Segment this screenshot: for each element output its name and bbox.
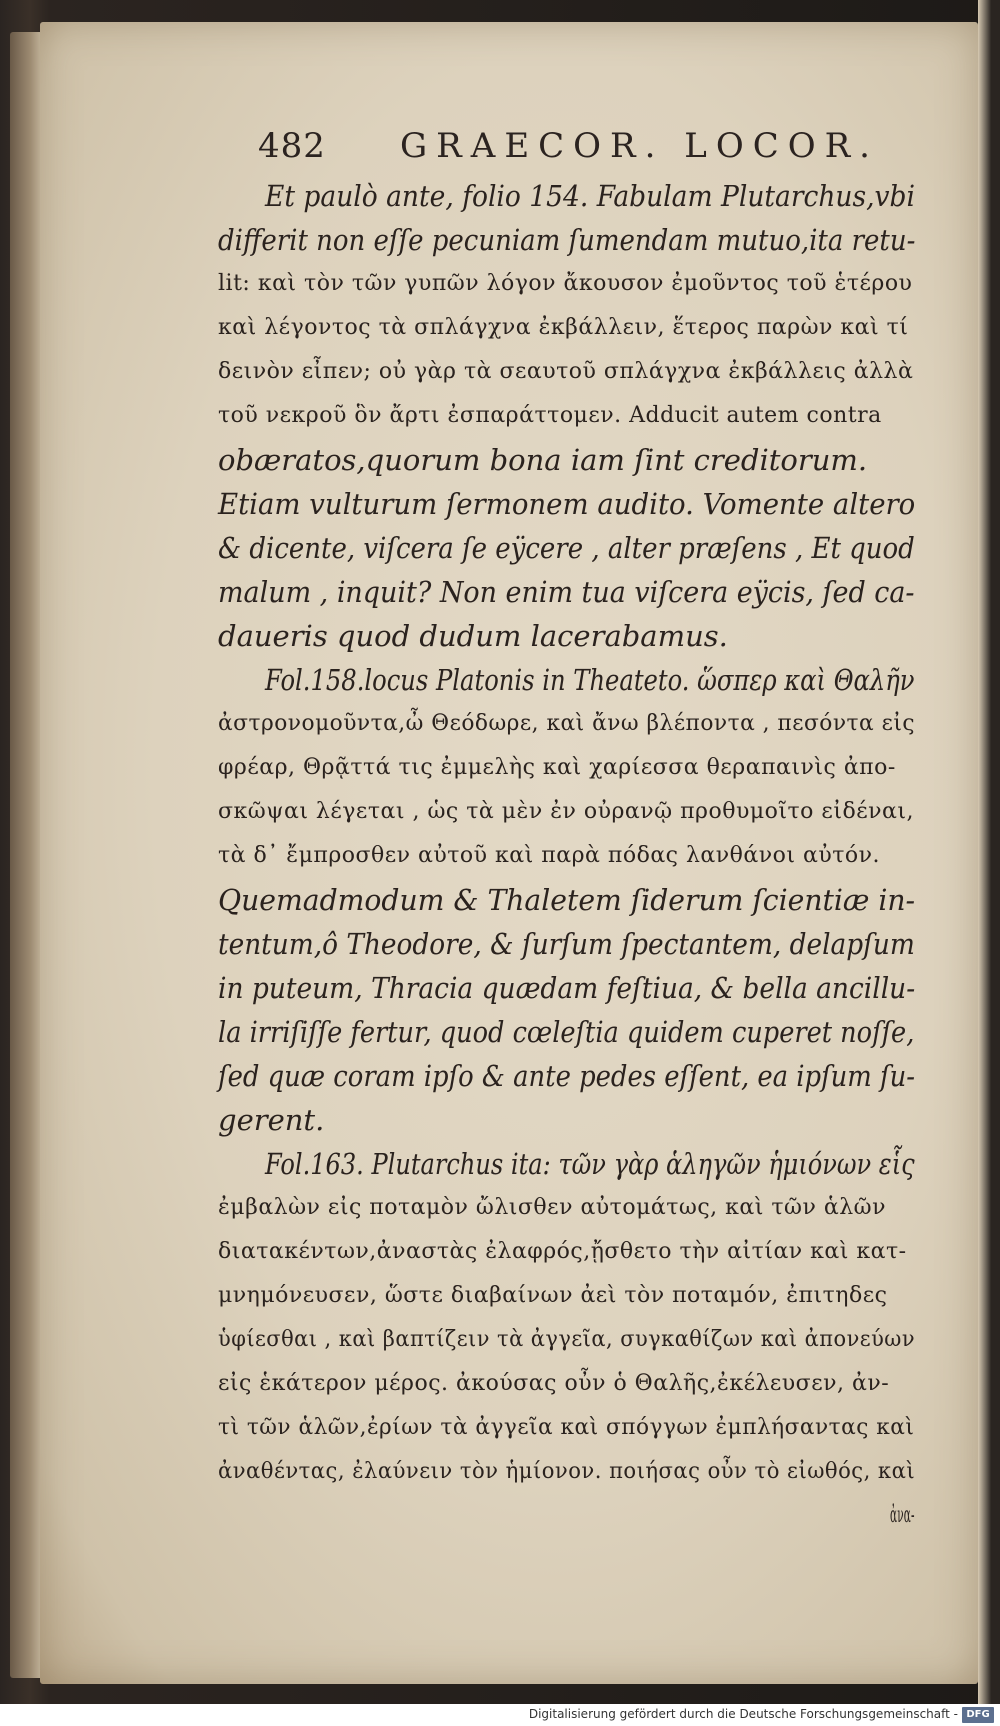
left-page-edge (10, 32, 44, 1678)
text-line-11: daueris quod dudum lacerabamus. (218, 619, 728, 653)
text-line-17: Quemadmodum & Thaletem ſiderum ſcientiæ in- (218, 883, 916, 917)
text-line-7: obæratos,quorum bona iam ſint creditorum. (218, 443, 868, 477)
text-line-6: τοῦ νεκροῦ ὃν ἄρτι ἐσπαράττομεν. Adducit autem contra (218, 403, 882, 428)
text-line-13: ἀστρονομοῦντα,ὦ Θεόδωρε, καὶ ἄνω βλέποντα , πεσόντα εἰς (218, 711, 915, 736)
page-content (40, 22, 978, 1684)
text-line-9: & dicente, viſcera ſe eÿcere , alter præſens , Et quod (218, 531, 915, 565)
text-line-15: σκῶψαι λέγεται , ὡς τὰ μὲν ἐν οὐρανῷ προθυμοῖτο εἰδέναι, (218, 799, 914, 824)
text-line-10: malum , inquit? Non enim tua viſcera eÿcis, ſed ca- (218, 575, 915, 609)
text-line-28: εἰς ἑκάτερον μέρος. ἀκούσας οὖν ὁ Θαλῆς,ἐκέλευσεν, ἀν- (218, 1371, 890, 1396)
page-number: 482 (258, 126, 326, 166)
text-line-14: φρέαρ, Θρᾷττά τις ἐμμελὴς καὶ χαρίεσσα θεραπαινὶς ἀπο- (218, 755, 896, 780)
text-line-19: in puteum, Thracia quædam feſtiua, & bella ancillu- (218, 971, 916, 1005)
text-line-3: lit: καὶ τὸν τῶν γυπῶν λόγον ἄκουσον ἐμοῦντος τοῦ ἑτέρου (218, 271, 913, 296)
footer-credit: Digitalisierung gefördert durch die Deutsche Forschungsgemeinschaft - (528, 1707, 958, 1721)
text-line-25: διατακέντων,ἀναστὰς ἐλαφρός,ᾔσθετο τὴν αἰτίαν καὶ κατ- (218, 1239, 907, 1264)
running-title: GRAECOR. LOCOR. (400, 126, 879, 166)
text-line-4: καὶ λέγοντος τὰ σπλάγχνα ἐκβάλλειν, ἕτερος παρὼν καὶ τί (218, 315, 909, 340)
text-line-18: tentum,ô Theodore, & ſurſum ſpectantem, delapſum (218, 927, 915, 961)
text-line-2: differit non eſſe pecuniam ſumendam mutuo,ita retu- (218, 223, 916, 257)
right-book-edge (978, 0, 1000, 1726)
text-line-29: τὶ τῶν ἁλῶν,ἐρίων τὰ ἀγγεῖα καὶ σπόγγων ἐμπλήσαντας καὶ (218, 1415, 915, 1440)
page-header (258, 126, 918, 174)
text-line-27: ὑφίεσθαι , καὶ βαπτίζειν τὰ ἀγγεῖα, συγκαθίζων καὶ ἀπονεύων (218, 1327, 916, 1352)
text-line-21: ſed quæ coram ipſo & ante pedes eſſent, ea ipſum ſu- (218, 1059, 915, 1093)
text-line-20: la irriſiſſe fertur, quod cœleſtia quidem cuperet noſſe, (218, 1015, 915, 1049)
dfg-logo-icon: DFG (962, 1707, 994, 1723)
text-line-24: ἐμβαλὼν εἰς ποταμὸν ὤλισθεν αὐτομάτως, καὶ τῶν ἁλῶν (218, 1195, 886, 1220)
digitization-footer (0, 1704, 1000, 1726)
text-line-5: δεινὸν εἶπεν; οὐ γὰρ τὰ σεαυτοῦ σπλάγχνα ἐκβάλλεις ἀλλὰ (218, 359, 914, 384)
catchword: ἀνα- (890, 1503, 915, 1528)
text-line-26: μνημόνευσεν, ὥστε διαβαίνων ἀεὶ τὸν ποταμόν, ἐπιτηδες (218, 1283, 888, 1308)
book-page (40, 22, 978, 1684)
text-line-8: Etiam vulturum ſermonem audito. Vomente altero (218, 487, 916, 521)
text-line-1: Et paulò ante, folio 154. Fabulam Plutarchus,vbi (265, 179, 915, 213)
text-line-16: τὰ δ᾽ ἔμπροσθεν αὐτοῦ καὶ παρὰ πόδας λανθάνοι αὐτόν. (218, 843, 881, 868)
text-line-30: ἀναθέντας, ἐλαύνειν τὸν ἡμίονον. ποιήσας οὖν τὸ εἰωθός, καὶ (218, 1459, 916, 1484)
text-line-12: Fol.158.locus Platonis in Theateto. ὥσπερ καὶ Θαλῆν (265, 663, 915, 697)
text-line-23: Fol.163. Plutarchus ita: τῶν γὰρ ἁληγῶν ἡμιόνων εἷς (265, 1147, 915, 1181)
text-line-22: gerent. (218, 1103, 325, 1137)
